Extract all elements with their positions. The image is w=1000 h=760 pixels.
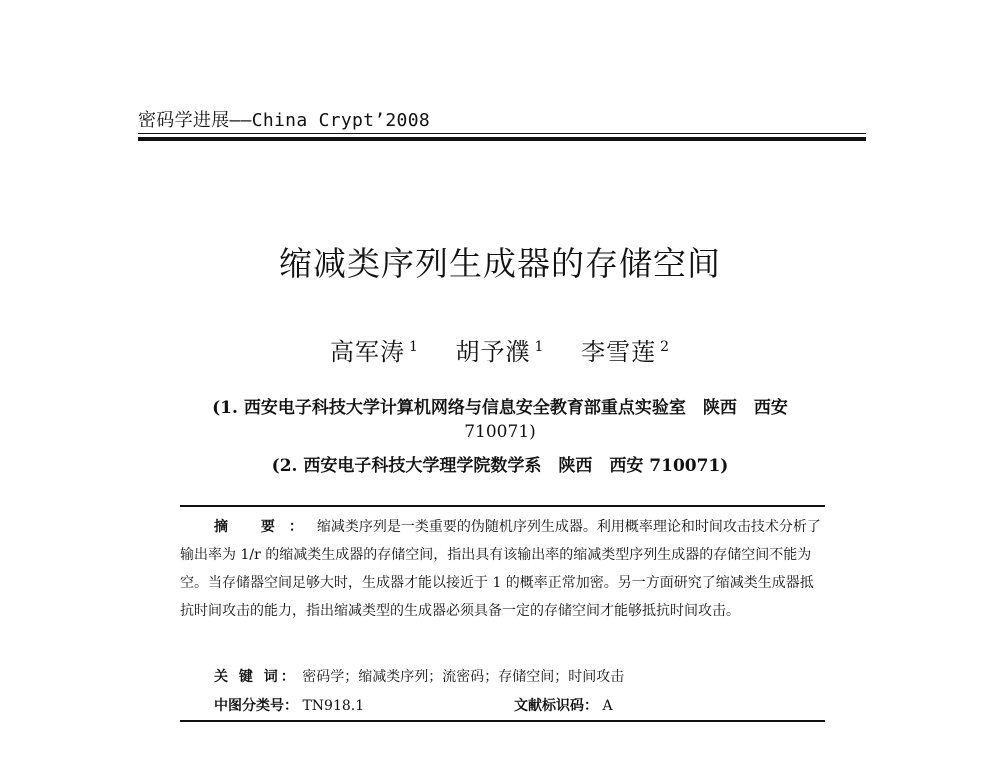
keywords-label: 关 键 词： bbox=[214, 669, 298, 685]
author-affiliation-mark: 1 bbox=[408, 339, 419, 355]
paper-title: 缩减类序列生成器的存储空间 bbox=[279, 244, 721, 283]
abstract-bottom-rule bbox=[180, 720, 825, 722]
abstract-top-rule bbox=[180, 505, 825, 507]
keywords-row bbox=[214, 666, 624, 686]
header-rule-thick bbox=[138, 137, 866, 141]
author-affiliation-mark: 1 bbox=[534, 339, 545, 355]
abstract-text: 缩减类序列是一类重要的伪随机序列生成器。利用概率理论和时间攻击技术分析了输出率为 1/r 的缩减类生成器的存储空间，指出具有该输出率的缩减类型序列生成器的存储空间不能为空。当存储器空间足够大时，生成器才能以接近于 1 的概率正常加密。另一方面研究了缩减类生成器抵抗时间攻击的能力，指出缩减类型的生成器必须具备一定的存储空间才能够抵抗时间攻击。 bbox=[180, 519, 821, 619]
affiliation-1-line1: (1. 西安电子科技大学计算机网络与信息安全教育部重点实验室 陕西 西安 bbox=[212, 398, 788, 418]
author bbox=[330, 332, 419, 367]
classification-row bbox=[214, 695, 824, 715]
header-rule-thin bbox=[138, 133, 866, 134]
document-code bbox=[514, 695, 613, 715]
keywords-value: 密码学；缩减类序列；流密码；存储空间；时间攻击 bbox=[302, 669, 625, 685]
doc-code-value: A bbox=[602, 698, 613, 714]
clc-label: 中图分类号： bbox=[214, 698, 298, 714]
clc-value: TN918.1 bbox=[302, 698, 365, 714]
abstract-paragraph bbox=[180, 513, 825, 625]
abstract-label: 摘 要： bbox=[214, 519, 317, 535]
affiliation-1-line2: 710071) bbox=[464, 422, 536, 442]
affiliation-2: (2. 西安电子科技大学理学院数学系 陕西 西安 710071) bbox=[271, 456, 729, 476]
author-affiliation-mark: 2 bbox=[660, 339, 671, 355]
author-name: 李雪莲 bbox=[581, 338, 657, 366]
author-name: 高军涛 bbox=[329, 338, 405, 366]
journal-header: 密码学进展——China Crypt’2008 bbox=[138, 110, 430, 131]
abstract-block bbox=[180, 513, 825, 625]
author bbox=[456, 332, 545, 367]
author-list bbox=[0, 332, 1000, 367]
affiliation-1 bbox=[0, 396, 1000, 444]
author bbox=[581, 332, 670, 367]
doc-code-label: 文献标识码： bbox=[514, 698, 598, 714]
author-name: 胡予濮 bbox=[455, 338, 531, 366]
